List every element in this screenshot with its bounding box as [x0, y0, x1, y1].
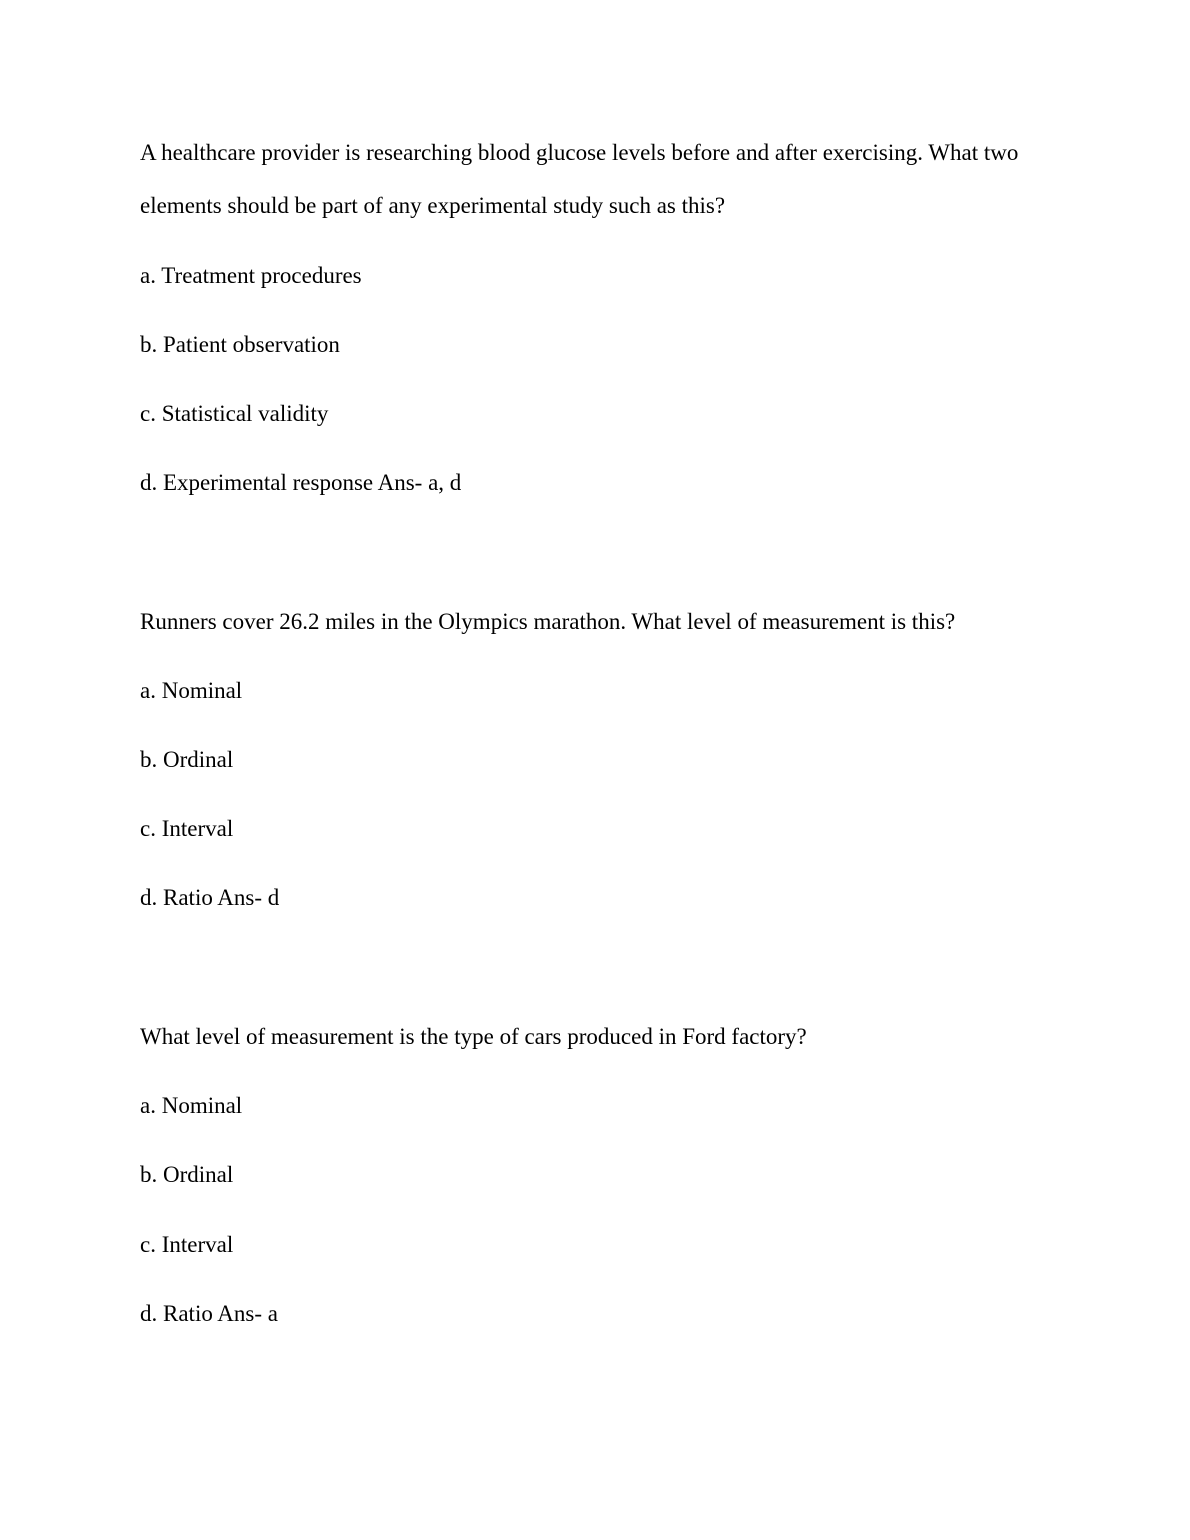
question-2-stem: Runners cover 26.2 miles in the Olympics marathon. What level of measurement is this? — [140, 609, 956, 634]
question-1-option-b: b. Patient observation — [140, 332, 340, 357]
question-3-stem: What level of measurement is the type of cars produced in Ford factory? — [140, 1024, 807, 1049]
question-1-option-c: c. Statistical validity — [140, 401, 329, 426]
question-3-option-a: a. Nominal — [140, 1093, 243, 1118]
question-1-option-d-with-answer: d. Experimental response Ans- a, d — [140, 470, 462, 495]
question-2-option-c: c. Interval — [140, 816, 234, 841]
question-2-option-b: b. Ordinal — [140, 747, 234, 772]
question-1-stem-line-1: A healthcare provider is researching blood glucose levels before and after exercising. What two — [140, 140, 1019, 165]
question-3-option-d-with-answer: d. Ratio Ans- a — [140, 1301, 278, 1326]
question-1-stem-line-2: elements should be part of any experimental study such as this? — [140, 193, 726, 218]
question-3-option-b: b. Ordinal — [140, 1162, 234, 1187]
question-2-option-a: a. Nominal — [140, 678, 243, 703]
question-1-option-a: a. Treatment procedures — [140, 263, 362, 288]
question-3-option-c: c. Interval — [140, 1232, 234, 1257]
question-2-option-d-with-answer: d. Ratio Ans- d — [140, 885, 280, 910]
